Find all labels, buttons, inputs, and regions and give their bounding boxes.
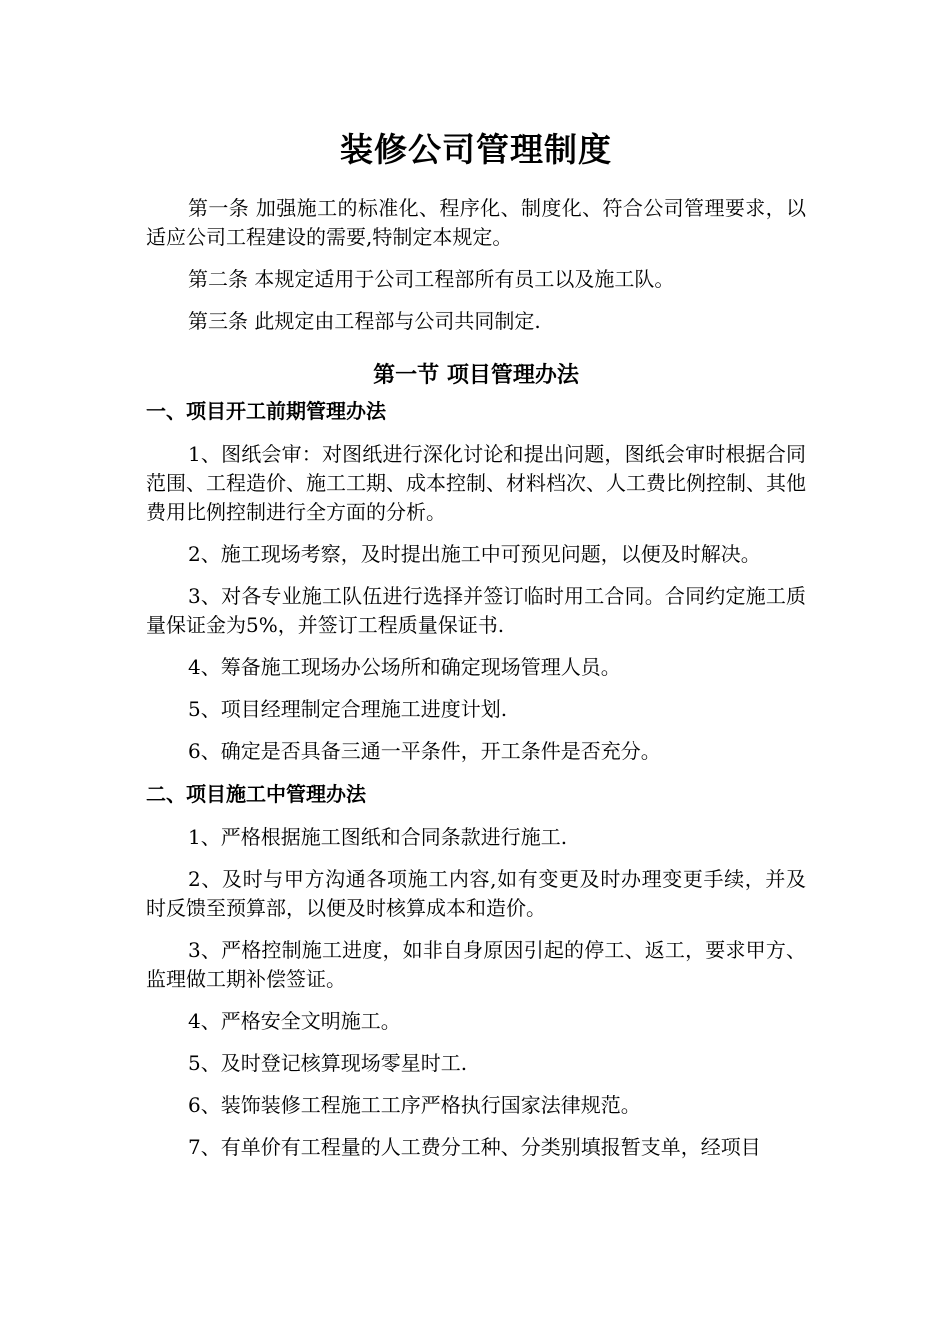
intro-article-1: 第一条 加强施工的标准化、程序化、制度化、符合公司管理要求，以适应公司工程建设的需要,特制定本规定。 [146, 196, 806, 249]
subsection-title-during-construction: 二、项目施工中管理办法 [146, 782, 366, 806]
list-item: 5、及时登记核算现场零星时工. [188, 1051, 468, 1075]
list-item: 2、及时与甲方沟通各项施工内容,如有变更及时办理变更手续，并及时反馈至预算部，以便及时核算成本和造价。 [146, 867, 806, 920]
list-item: 3、严格控制施工进度，如非自身原因引起的停工、返工，要求甲方、监理做工期补偿签证。 [146, 938, 806, 991]
list-item: 5、项目经理制定合理施工进度计划. [188, 697, 508, 721]
list-item: 1、严格根据施工图纸和合同条款进行施工. [188, 825, 568, 849]
subsection-title-pre-construction: 一、项目开工前期管理办法 [146, 399, 386, 423]
list-item: 2、施工现场考察，及时提出施工中可预见问题，以便及时解决。 [188, 542, 761, 566]
list-item: 1、图纸会审：对图纸进行深化讨论和提出问题，图纸会审时根据合同范围、工程造价、施工工期、成本控制、材料档次、人工费比例控制、其他费用比例控制进行全方面的分析。 [146, 442, 806, 524]
list-item: 4、严格安全文明施工。 [188, 1009, 401, 1033]
list-item: 6、确定是否具备三通一平条件，开工条件是否充分。 [188, 739, 661, 763]
document-body [146, 124, 806, 1175]
intro-article-3: 第三条 此规定由工程部与公司共同制定. [188, 309, 541, 333]
list-item: 4、筹备施工现场办公场所和确定现场管理人员。 [188, 655, 621, 679]
document-title: 装修公司管理制度 [340, 130, 612, 169]
list-item: 6、装饰装修工程施工工序严格执行国家法律规范。 [188, 1093, 641, 1117]
section-title: 第一节 项目管理办法 [373, 362, 579, 388]
intro-article-2: 第二条 本规定适用于公司工程部所有员工以及施工队。 [188, 267, 675, 291]
list-item: 3、对各专业施工队伍进行选择并签订临时用工合同。合同约定施工质量保证金为5%，并签订工程质量保证书. [146, 584, 806, 637]
list-item: 7、有单价有工程量的人工费分工种、分类别填报暂支单，经项目 [188, 1135, 761, 1159]
